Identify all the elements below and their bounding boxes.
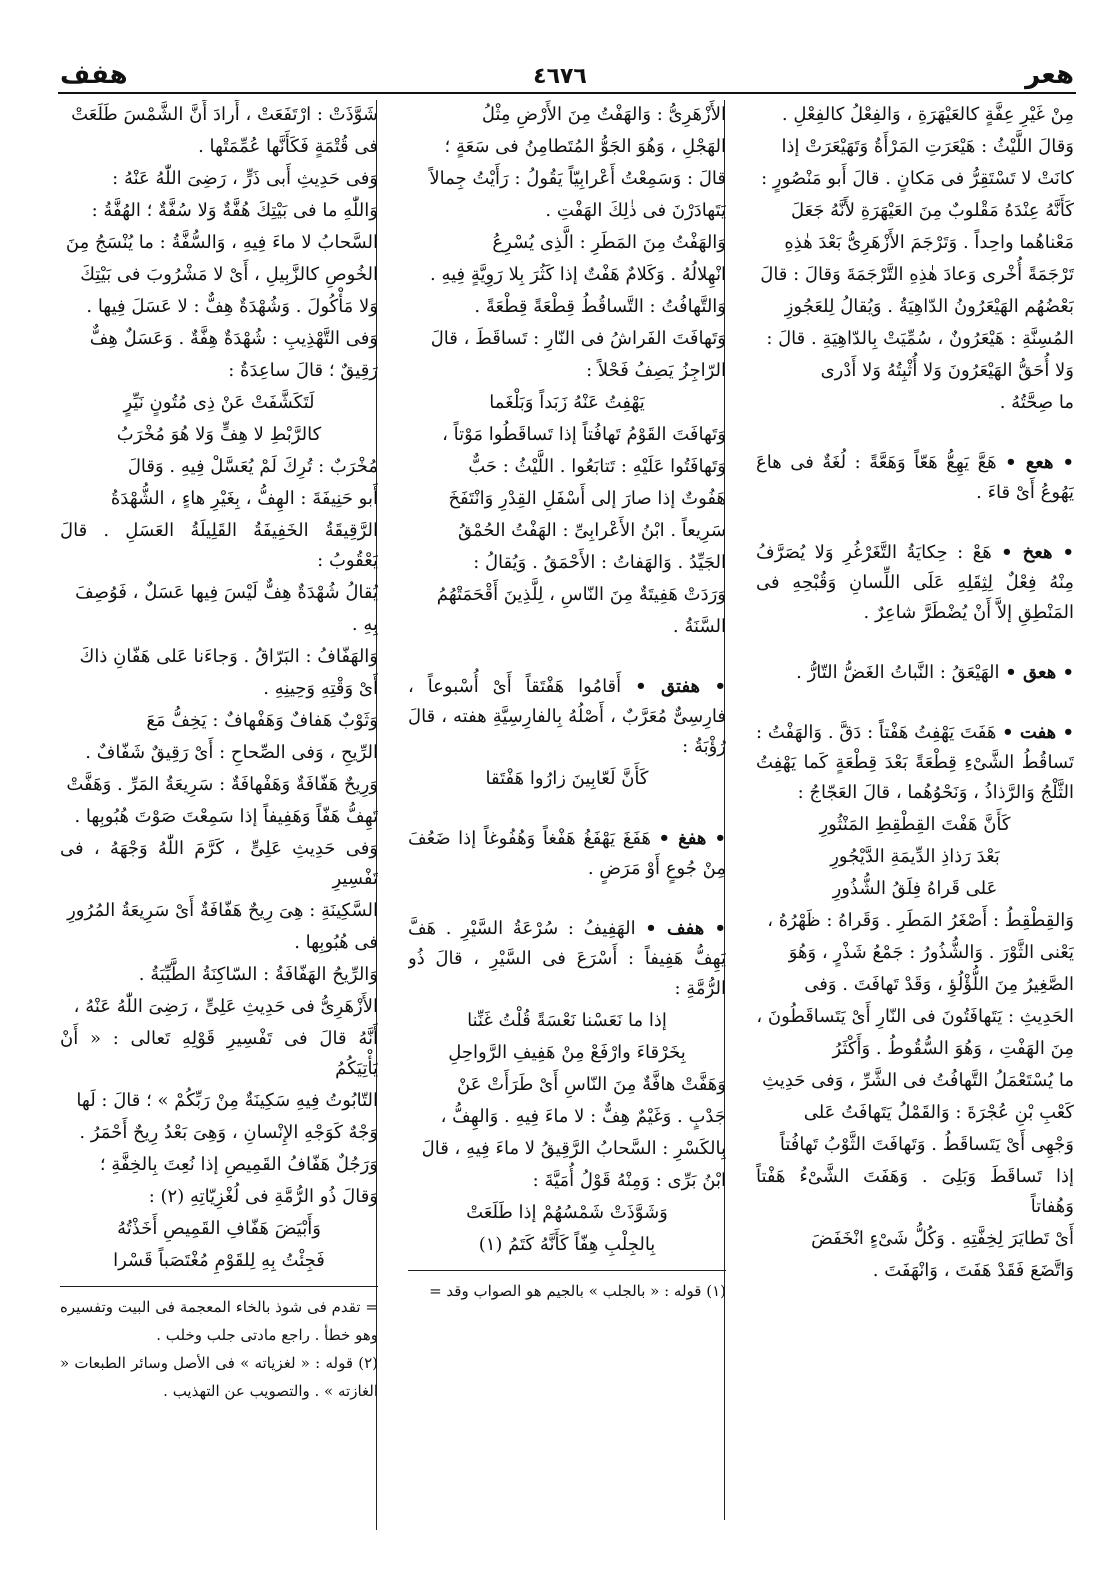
entry-text: هَفَغَ يَهْفَغُ هَفْغاً وَهُفُوغاً إذا ضَعُفَ مِنْ جُوعٍ أَوْ مَرَضٍ . <box>408 828 726 879</box>
text-line: وَفى التَّهْذِيبِ : شُهْدَةٌ هِفَّةٌ . وَعَسَلٌ هِفٌّ <box>89 328 378 349</box>
entry-hff <box>408 914 726 1004</box>
entry-hftq <box>408 672 726 762</box>
verse-line: كَأَنَّ هَفْتَ القِطْقِطِ المَنْثُورِ <box>819 814 1011 835</box>
text-line: الهَجْلِ ، وَهُوَ الجَوُّ المُتَطامِنُ فى سَعَةٍ ؛ <box>444 136 726 157</box>
page-header <box>0 52 1114 96</box>
text-line: أَبو حَنِيفَةَ : الهِفُّ ، بِغَيْرِ هاءٍ ، الشُّهْدَةُ <box>110 488 378 509</box>
column-left <box>60 100 378 1525</box>
text-line: السَّحابُ لا ماءَ فِيهِ ، وَالسُّفَّةُ : ما يُنْسَجُ مِنَ <box>65 232 378 253</box>
entry-text: الهَيْعَقُ : النَّباتُ الغَضُّ التّارُّ . <box>796 662 1000 683</box>
text-line: وَثَوْبٌ هَفافٌ وَهَفْهافٌ : يَخِفُّ مَعَ <box>146 710 378 731</box>
footnote-rule <box>408 1270 726 1271</box>
text-line: جَدْبٍ . وَغَيْمٌ هِفٌّ : لا ماءَ فِيهِ . وَالهِفُّ ، <box>440 1106 726 1127</box>
entry-text: هَفَتَ يَهْفِتُ هَفْتاً : دَقَّ . وَالهَفْتُ : تَساقُطُ الشَّىْءِ قِطْعَةً بَعْدَ قِطْعَةٍ كَما يَهْفِتُ الثَّلْجُ وَالرَّذاذُ ، وَنَحْوُهُما ، قالَ العَجّاجُ : <box>756 722 1074 803</box>
text-line: الرَّقِيقَةُ الخَفِيفَةُ القَلِيلَةُ العَسَلِ . قالَ يَعْقُوبُ : <box>60 520 378 571</box>
text-line: وَاللّٰهِ ما فى بَيْتِكَ هُفَّةٌ وَلا سُفَّةٌ ؛ الهُفَّةُ : <box>91 200 378 221</box>
text-line: الأَزْهَرِىُّ فى حَدِيثِ عَلِىٍّ ، رَضِىَ اللّٰهُ عَنْهُ ، <box>73 996 378 1017</box>
text-line: وَرَدَتْ هَفِيتَةٌ مِنَ النّاسِ ، لِلَّذِينَ أَقْحَمَتْهُمُ <box>436 584 726 605</box>
entry-hfgh <box>408 824 726 884</box>
footnote-rule <box>60 1286 378 1287</box>
headword-mark: • هفتق • <box>635 676 726 697</box>
text-line: فى قُتْمَةٍ فَكَأَنَّها عُمِّمَتْها . <box>198 136 378 157</box>
text-line: وَفى حَدِيثِ عَلِىٍّ ، كَرَّمَ اللّٰهُ وَجْهَهُ ، فى تَفْسِيرِ <box>60 838 378 889</box>
entry-text: هَعَّ يَهِعُّ هَعّاً وَهَعَّةً : لُغَةٌ فى هاعَ يَهُوعُ أَىْ قاءَ . <box>756 452 1074 503</box>
text-line: وَرِيحٌ هَفّافَةٌ وَهَفْهافَةٌ : سَرِيعَةُ المَرِّ . وَهَفَّتْ <box>66 774 378 795</box>
text-line: يَتَهادَرْنَ فى ذٰلِكَ الهَفْتِ . <box>545 200 726 221</box>
text-line: أَىْ وَقْتِهِ وَحِينِهِ . <box>263 678 378 699</box>
text-line: كَأَنَّهُ عِنْدَهُ مَقْلوبٌ مِنَ العَيْهَرَةِ لأَنَّهُ جَعَلَ <box>790 200 1074 221</box>
text-line: كَعْبِ بْنِ عُجْرَةَ : وَالقَمْلُ يَتَهافَتُ عَلى <box>803 1102 1074 1123</box>
text-line: وَجْهٌ كَوَجْهِ الإِنْسانِ ، وَهِىَ بَعْدُ رِيحٌ أَحْمَرُ . <box>79 1122 378 1143</box>
header-rule <box>58 92 1076 94</box>
verse-line: إذا ما نَعَسْنا نَعْسَةً قُلْتُ غَنِّنا <box>467 1010 667 1031</box>
entry-hft <box>756 718 1074 808</box>
text-line: قالَ : وَسَمِعْتُ أَعْرابِيّاً يَقُولُ : رَأَيْتُ جِمالاً <box>429 168 726 189</box>
text-line: مُخْرَبٌ : تُرِكَ لَمْ يُعَسَّلْ فِيهِ . وَقالَ <box>127 456 378 477</box>
text-line: وَهَفَّتْ هافَّةٌ مِنَ النّاسِ أَىْ طَرَأَتْ عَنْ <box>457 1074 726 1095</box>
text-line: وَفى حَدِيثِ أَبى ذَرٍّ ، رَضِىَ اللّٰهُ عَنْهُ : <box>112 168 378 189</box>
headword-mark: • هعق • <box>1005 662 1074 683</box>
text-line: تَهِفُّ هَفّاً وَهَفِيفاً إذا سَمِعْتَ صَوْتَ هُبُوبِها . <box>74 806 378 827</box>
text-line: أَنَّهُ قالَ فى تَفْسِيرِ قَوْلِهِ تَعالى : « أَنْ يَأْتِيَكُمُ <box>60 1028 378 1079</box>
text-line: وَاتَّضَعَ فَقَدْ هَفَتَ ، وَانْهَفَتَ . <box>872 1260 1074 1281</box>
entry-text: هَعْ : حِكايَةُ التَّغَرْغُرِ وَلا يُصَرَّفُ مِنْهُ فِعْلٌ لِثِقَلِهِ عَلَى اللِّسانِ وَقُبْحِهِ فى المَنْطِقِ إلاَّ أَنْ يُضْطَرَّ شاعِرٌ . <box>756 542 1074 623</box>
text-line: وَالقِطْقِطُ : أَصْغَرُ المَطَرِ . وَقَراهُ : ظَهْرُهُ ، <box>767 910 1074 931</box>
verse-line: عَلى قَراهُ فِلَقُ الشُّذُورِ <box>832 878 998 899</box>
text-line: يَعْنى الثَّوْرَ . وَالشُّذُورُ : جَمْعُ شَذْرٍ ، وَهُوَ <box>788 942 1074 963</box>
entry-text: أَقامُوا هَفْتَقاً أَىْ أُسْبوعاً ، فارِسِىٌّ مُعَرَّبٌ ، أَصْلُهُ بِالفارِسِيَّةِ هفته ، قالَ رُؤْبَةُ : <box>408 676 726 757</box>
footnote: = تقدم فى شوذ بالخاء المعجمة فى البيت وتفسيره وهو خطأ . راجع مادتى جلب وخلب . <box>60 1298 378 1344</box>
text-line: وَتَهافَتُوا عَلَيْهِ : تَتابَعُوا . اللَّيْثُ : حَبٌّ <box>468 456 726 477</box>
text-line: السَّنَةُ . <box>672 616 726 637</box>
text-line: وَالهَفْتُ مِنَ المَطَرِ : الَّذِى يُسْرِعُ <box>492 232 726 253</box>
text-line: وَلا أُحَقُّ الهَيْعَرُونَ وَلا أُثْبِتُهُ وَلا أَدْرى <box>820 360 1074 381</box>
verse-line: وَشَوَّذَتْ شَمْسُهُمْ إذا طَلَعَتْ <box>466 1202 668 1223</box>
text-line: فى هُبُوبِها . <box>294 932 378 953</box>
text-line: شَوَّذَتْ : ارْتَفَعَتْ ، أَرادَ أَنَّ الشَّمْسَ طَلَعَتْ <box>71 104 378 125</box>
text-line: وَتَهافَتَ القَوْمُ تَهافُتاً إذا تَساقَطُوا مَوْتاً ، <box>442 424 726 445</box>
entry-heekh <box>756 538 1074 628</box>
text-line: الحَدِيثِ : يَتَهافَتُونَ فى النّارِ أَىْ يَتَساقَطُونَ ، <box>756 1006 1074 1027</box>
text-line: الرّاجِزُ يَصِفُ فَحْلاً : <box>586 360 726 381</box>
text-line: انْهِلالُهُ . وَكَلامٌ هَفْتٌ إذا كَثُرَ بِلا رَوِيَّةٍ فِيهِ . <box>430 264 726 285</box>
text-line: وَقالَ اللَّيْثُ : هَيْعَرَتِ المَرْأَةُ وَتَهَيْعَرَتْ إذا <box>781 136 1074 157</box>
text-line: كانَتْ لا تَسْتَقِرُّ فى مَكانٍ . قالَ أَبو مَنْصُورٍ : <box>761 168 1074 189</box>
verse-line: لَتَكَشَّفَتْ عَنْ ذِى مُتُونٍ نَيِّرٍ <box>123 392 315 413</box>
text-line: رَقِيقٌ ؛ قالَ ساعِدَةُ : <box>228 360 378 381</box>
verse-line: وَأَبْيَضَ هَفّافِ القَمِيصِ أَخَذْتُهُ <box>117 1218 321 1239</box>
footnote: (١) قوله : « بالجلب » بالجيم هو الصواب وقد = <box>429 1282 726 1300</box>
text-line: وَجْهِى أَىْ يَتَساقَطُ . وَتَهافَتَ الثَّوْبُ تَهافُتاً <box>779 1134 1074 1155</box>
text-line: وَتَهافَتَ الفَراشُ فى النّارِ : تَساقَطَ ، قالَ <box>430 328 726 349</box>
text-line: ابْنُ بَرِّى : وَمِنْهُ قَوْلُ أُمَيَّةَ : <box>532 1170 726 1191</box>
text-line: المُسِنَّةِ : هَيْعَرُونٌ ، سُمِّيَتْ بِالدّاهِيَةِ . قالَ : <box>766 328 1074 349</box>
text-line: وَالرِّيحُ الهَفّافَةُ : السّاكِنَةُ الطَّيِّبَةُ . <box>138 964 378 985</box>
verse-line: فَجِئْتُ بِهِ لِلقَوْمِ مُغْتَصَباً قَسْرا <box>113 1250 325 1271</box>
headword-mark: • هعخ • <box>1001 542 1074 563</box>
text-line: مَعْناهُما واحِداً . وَتَرْجَمَ الأَزْهَرِىُّ بَعْدَ هٰذِهِ <box>784 232 1074 253</box>
text-line: سَرِيعاً . ابْنُ الأَعْرابِىِّ : الهَفْتُ الحُمْقُ <box>457 520 726 541</box>
verse-line: كالرَّبْطِ لا هِفٍّ وَلا هُوَ مُخْرَبُ <box>116 424 322 445</box>
text-line: الخُوصِ كالزَّبِيلِ ، أَىْ لا مَشْرُوبَ فى بَيْتِكَ <box>80 264 378 285</box>
headword-mark: • هفغ • <box>658 828 726 849</box>
text-line: ما صِحَّتُهُ . <box>999 392 1074 413</box>
text-line: ما يُسْتَعْمَلُ التَّهافُتُ فى الشَّرِّ ، وَفى حَدِيثِ <box>762 1070 1074 1091</box>
verse-line: بَعْدَ رَذاذِ الدِّيمَةِ الدَّيْجُورِ <box>830 846 1000 867</box>
verse-line: بِخَرْقاءَ وارْفَعْ مِنْ هَفِيفِ الرَّواحِلِ <box>448 1042 686 1063</box>
column-middle <box>408 100 726 1525</box>
headword-mark: • هفف • <box>645 918 726 939</box>
text-line: وَلا مَأْكُولَ . وَشُهْدَةٌ هِفٌّ : لا عَسَلَ فِيها . <box>86 296 378 317</box>
text-line: تَرْجَمَةً أُخْرى وَعادَ هٰذِهِ التَّرْجَمَةَ وَقالَ : قالَ <box>760 264 1074 285</box>
header-left-word: هفف <box>60 60 128 90</box>
footnote: (٢) قوله : « لغزياته » فى الأصل وسائر الطبعات « الغازته » . والتصويب عن التهذيب . <box>60 1354 378 1400</box>
text-line: وَالهَفّافُ : البَرّاقُ . وَجاءَنا عَلى هَفّانِ ذاكَ <box>79 646 378 667</box>
text-line: وَالتَّهافُتُ : التَّساقُطُ قِطْعَةً قِطْعَةً . <box>474 296 726 317</box>
entry-text: الهَفِيفُ : سُرْعَةُ السَّيْرِ . هَفَّ يَهِفُّ هَفِيفاً : أَسْرَعَ فى السَّيْرِ ، قالَ ذُو الرُّمَّةِ : <box>408 918 726 999</box>
text-line: الجَيِّدُ . وَالهَفاتُ : الأَحْمَقُ . وَيُقالُ : <box>473 552 726 573</box>
text-line: مِنَ الهَفْتِ ، وَهُوَ السُّقُوطُ . وَأَكْثَرُ <box>832 1038 1074 1059</box>
text-line: وَرَجُلٌ هَفّافُ القَمِيصِ إذا نُعِتَ بِالخِفَّةِ ؛ <box>99 1154 378 1175</box>
page-number: ٤٦٧٦ <box>533 64 587 89</box>
entry-hee <box>756 448 1074 508</box>
text-line: يُقالُ شُهْدَةٌ هِفٌّ لَيْسَ فِيها عَسَلٌ ، فَوُصِفَ <box>75 582 378 603</box>
entry-heeq <box>756 658 1074 688</box>
text-line: بَعْضُهُم الهَيْعَرُونُ الدّاهِيَةُ . وَيُقالُ لِلعَجُوزِ <box>784 296 1074 317</box>
text-line: وَقالَ ذُو الرُّمَّةِ فى لُغْزِيّاتِهِ (٢) : <box>148 1186 378 1207</box>
text-line: التّابُوتُ فِيهِ سَكِينَةٌ مِنْ رَبِّكُمْ » ؛ قالَ : لَها <box>76 1090 378 1111</box>
text-line: أَىْ تَطايَرَ لِخِفَّتِهِ . وَكُلُّ شَىْءٍ انْخَفَضَ <box>811 1228 1074 1249</box>
text-line: بِالكَسْرِ : السَّحابُ الرَّقِيقُ لا ماءَ فِيهِ ، قالَ <box>421 1138 726 1159</box>
text-line: هَفُوتٌ إذا صارَ إلى أَسْفَلِ القِدْرِ وَانْتَفَخَ <box>448 488 726 509</box>
header-right-word: هعر <box>1025 60 1074 90</box>
text-line: إذا تَساقَطَ وَبَلِىَ . وَهَفَتَ الشَّىْءُ هَفْتاً وَهُفاتاً <box>756 1166 1074 1217</box>
verse-line: بِالجِلْبِ هِفّاً كَأَنَّهُ كَتَمُ (١) <box>478 1234 656 1255</box>
text-line: الرِّيحِ ، وَفى الصِّحاحِ : أَىْ رَقِيقٌ شَفّافٌ . <box>85 742 378 763</box>
text-line: الأَزْهَرِىُّ : وَالهَفْتُ مِنَ الأَرْضِ مِثْلُ <box>481 104 726 125</box>
verse-line: يَهْفِتُ عَنْهُ زَبَداً وَبَلْغَما <box>489 392 645 413</box>
text-line: الصَّغِيرُ مِنَ اللُّؤْلُؤِ ، وَقَدْ تَهافَتَ . وَفى <box>804 974 1074 995</box>
headword-mark: • هفت • <box>1002 722 1074 743</box>
column-right <box>756 100 1074 1525</box>
text-line: مِنْ غَيْرِ عِفَّةٍ كالعَيْهَرَةِ ، وَالفِعْلُ كالفِعْلِ . <box>781 104 1074 125</box>
verse-line: كَأَنَّ لَعّابِينَ زارُوا هَفْتَقا <box>485 768 649 789</box>
headword-mark: • هعع • <box>1005 452 1074 473</box>
text-line: السَّكِينَةِ : هِىَ رِيحٌ هَفّافَةٌ أَىْ سَرِيعَةُ المُرُورِ <box>67 900 378 921</box>
text-line: بِهِ . <box>351 614 378 635</box>
